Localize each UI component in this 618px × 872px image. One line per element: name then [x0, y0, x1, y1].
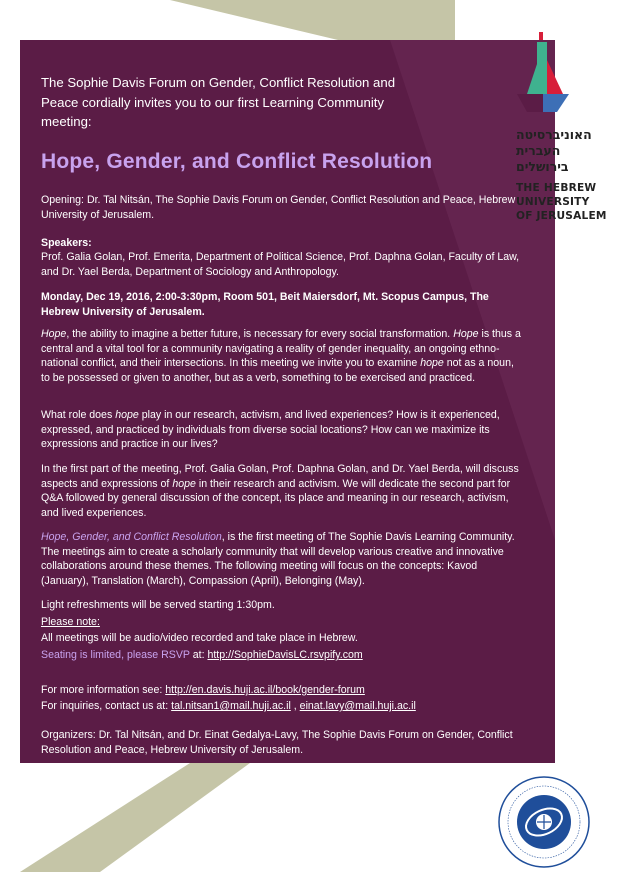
opening-text: Opening: Dr. Tal Nitsán, The Sophie Davis Forum on Gender, Conflict Resolution and Peace, Hebrew University of Jerusalem.	[41, 194, 516, 221]
logo-english-line-3: OF JERUSALEM	[516, 210, 607, 222]
hebrew-university-logo-icon	[513, 30, 573, 120]
paragraph-questions: What role does hope play in our research, activism, and lived experiences? How is it experienced, expressed, and practiced by individuals from diverse social locations? How can we maximize its expressions and practice in our lives?	[41, 409, 500, 451]
paragraph-learning-community: Hope, Gender, and Conflict Resolution, is the first meeting of The Sophie Davis Learning Community. The meetings aim to create a scholarly community that will develop various creative and innovative collaborations around these themes. The following meeting will focus on the concepts: Kavod (January), Translation (March), Compassion (April), Belonging (May).	[41, 531, 515, 587]
email-link-2[interactable]: einat.lavy@mail.huji.ac.il	[299, 700, 416, 712]
event-title: Hope, Gender, and Conflict Resolution	[41, 150, 433, 173]
event-datetime: Monday, Dec 19, 2016, 2:00-3:30pm, Room 501, Beit Maiersdorf, Mt. Scopus Campus, The Hebrew University of Jerusalem.	[41, 291, 489, 318]
intro-text: The Sophie Davis Forum on Gender, Conflict Resolution and Peace cordially invites you to our first Learning Community meeting:	[41, 75, 396, 129]
speakers-heading: Speakers:	[41, 237, 92, 249]
speakers-text: Prof. Galia Golan, Prof. Emerita, Department of Political Science, Prof. Daphna Golan, Faculty of Law, and Dr. Yael Berda, Department of Sociology and Anthropology.	[41, 251, 520, 278]
inquiries-line: For inquiries, contact us at: tal.nitsan1@mail.huji.ac.il , einat.lavy@mail.huji.ac.il	[41, 700, 416, 712]
paragraph-hope: Hope, the ability to imagine a better future, is necessary for every social transformation. Hope is thus a central and a vital tool for a community navigating a reality of gender inequality, an ongoing ethno-national conflict, and their intersections. In this meeting we invite you to examine hope not as a noun, to be possessed or given to another, but as a verb, something to be exercised and practiced.	[41, 328, 521, 384]
logo-english-line-2: UNIVERSITY	[516, 196, 590, 208]
more-info-link[interactable]: http://en.davis.huji.ac.il/book/gender-forum	[165, 684, 365, 696]
logo-hebrew-line-2: העברית	[516, 143, 561, 158]
refreshments-text: Light refreshments will be served starting 1:30pm.	[41, 599, 275, 611]
paragraph-meeting-parts: In the first part of the meeting, Prof. Galia Golan, Prof. Daphna Golan, and Dr. Yael Berda, will discuss aspects and expressions of hope in their research and activism. We will dedicate the second part for Q&A followed by general discussion of the concept, its place and meaning in our research, activism, and lived experiences.	[41, 463, 519, 519]
organizers-text: Organizers: Dr. Tal Nitsán, and Dr. Einat Gedalya-Lavy, The Sophie Davis Forum on Gender, Conflict Resolution and Peace, Hebrew University of Jerusalem.	[41, 729, 513, 756]
title-emphasis: Hope, Gender, and Conflict Resolution	[41, 531, 222, 543]
email-link-1[interactable]: tal.nitsan1@mail.huji.ac.il	[171, 700, 291, 712]
logo-english-line-1: THE HEBREW	[516, 182, 597, 194]
more-info-line: For more information see: http://en.davis.huji.ac.il/book/gender-forum	[41, 684, 365, 696]
seating-label: Seating is limited, please RSVP	[41, 649, 190, 661]
rsvp-link[interactable]: http://SophieDavisLC.rsvpify.com	[207, 649, 363, 661]
logo-hebrew-line-1: האוניברסיטה	[516, 127, 592, 142]
institute-seal-icon	[497, 775, 591, 869]
hope-emphasis: Hope	[41, 328, 67, 340]
note-text: All meetings will be audio/video recorded and take place in Hebrew.	[41, 632, 358, 644]
seating-line: Seating is limited, please RSVP at: http://SophieDavisLC.rsvpify.com	[41, 649, 363, 661]
note-heading: Please note:	[41, 616, 100, 628]
logo-hebrew-line-3: בירושלים	[516, 159, 569, 174]
